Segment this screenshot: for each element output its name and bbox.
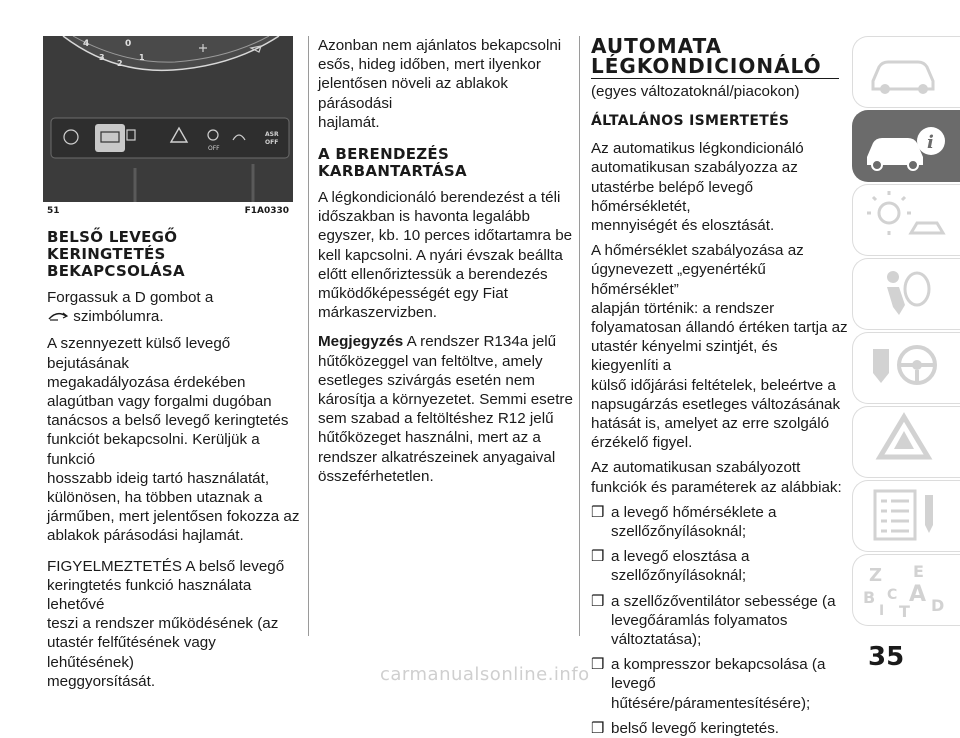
- text-line: hajlamát.: [318, 113, 380, 131]
- dial-number: 3: [99, 53, 105, 62]
- text-line: jelentősen növeli az ablakok párásodási: [318, 75, 508, 112]
- checkbox-bullet-icon: ❒: [591, 719, 605, 737]
- column-3: [591, 36, 849, 738]
- svg-text:i: i: [927, 132, 934, 153]
- text-line: Az automatikusan szabályozott: [591, 459, 801, 477]
- car-icon: [859, 41, 949, 103]
- heading-line: KARBANTARTÁSA: [318, 162, 467, 181]
- text-line: szellőzőnyílásoknál;: [611, 523, 747, 541]
- text-line: a szellőzőventilátor sebessége (a: [611, 592, 836, 610]
- text-line: levegő hűtésére/páramentesítésére);: [611, 675, 811, 712]
- text-line: alagútban vagy forgalmi dugóban: [47, 393, 272, 411]
- text-line: A hőmérséklet szabályozása az: [591, 242, 804, 260]
- text-line: tanácsos a belső levegő keringtetés: [47, 412, 289, 430]
- text-line: érzékelő figyel.: [591, 434, 693, 452]
- text-line: hűtőközeget használni, mert az a: [318, 429, 541, 447]
- steering-wheel-icon: [859, 337, 949, 399]
- text-line: hűtőközeggel van feltöltve, amely: [318, 352, 543, 370]
- text-line: úgynevezett „egyenértékű hőmérséklet”: [591, 261, 766, 298]
- list-item: [591, 719, 849, 738]
- chapter-title: [591, 36, 849, 76]
- text-line: funkciók és paraméterek az alábbiak:: [591, 478, 842, 496]
- column-divider: [308, 36, 309, 636]
- text-line: mennyiségét és elosztását.: [591, 217, 775, 235]
- index-letter: Z: [869, 565, 883, 586]
- index-letter: D: [931, 596, 945, 615]
- text-line: ablakok párásodási hajlamát.: [47, 527, 244, 545]
- emergency-triangle-icon: [859, 411, 949, 473]
- text-line: változtatása);: [611, 631, 702, 649]
- paragraph: [47, 288, 302, 326]
- checkbox-bullet-icon: ❒: [591, 592, 605, 610]
- sidebar-tab-maintenance[interactable]: [852, 480, 960, 552]
- text-line: a kompresszor bekapcsolása (a: [611, 656, 826, 674]
- column-divider: [579, 36, 580, 636]
- paragraph: [318, 36, 576, 132]
- checkbox-bullet-icon: ❒: [591, 548, 605, 566]
- text-line: külső időjárási feltételek, beleértve a: [591, 376, 836, 394]
- text-line: alapján történik: a rendszer: [591, 299, 775, 317]
- checkbox-bullet-icon: ❒: [591, 503, 605, 521]
- text-line: A szennyezett külső levegő bejutásának: [47, 335, 231, 372]
- text-line: hosszabb ideig tartó használatát,: [47, 469, 270, 487]
- text-line: esős, hideg időben, mert ilyenkor: [318, 56, 541, 74]
- section-heading-maintenance: [318, 146, 576, 180]
- figure-number: 51: [47, 206, 60, 216]
- dial-number: 2: [117, 59, 123, 68]
- text-line: esetleges szivárgás esetén nem: [318, 371, 535, 389]
- text-line: működőképességét egy Fiat: [318, 285, 508, 303]
- paragraph: [591, 241, 849, 452]
- control-panel-figure: [43, 36, 293, 202]
- list-item: [591, 592, 849, 650]
- text-line: megakadályozása érdekében: [47, 373, 246, 391]
- chapter-subtitle: (egyes változatoknál/piacokon): [591, 83, 800, 100]
- index-letter: A: [909, 582, 927, 607]
- text-line: folyamatosan állandó értéken tartja az: [591, 319, 848, 337]
- paragraph: [591, 139, 849, 235]
- paragraph: [47, 557, 302, 691]
- index-letter: C: [887, 587, 898, 603]
- dial-number: 4: [83, 39, 90, 49]
- index-letter: T: [899, 602, 910, 621]
- sidebar-tab-info[interactable]: [852, 110, 960, 182]
- checkbox-bullet-icon: ❒: [591, 656, 605, 674]
- section-heading-recirculation: [47, 229, 302, 280]
- text-line: járműben, mert jelentősen fokozza az: [47, 508, 300, 526]
- text-line: rendszer alkatrészeinek anyagaival: [318, 448, 556, 466]
- index-letter: I: [879, 603, 885, 619]
- sidebar-tab-index[interactable]: [852, 554, 960, 626]
- section-heading-general: ÁLTALÁNOS ISMERTETÉS: [591, 113, 790, 130]
- text-line: sem szabad a feltöltéshez R12 jelű: [318, 410, 554, 428]
- heading-line: BEKAPCSOLÁSA: [47, 262, 185, 280]
- control-panel-illustration: [43, 36, 293, 202]
- text-line: előtt ellenőriztessük a berendezés: [318, 265, 548, 283]
- paragraph: [591, 458, 849, 496]
- text-line: márkaszervizben.: [318, 304, 438, 322]
- text-line: funkciót bekapcsolni. Kerüljük a funkció: [47, 431, 260, 468]
- text-line: összeférhetetlen.: [318, 467, 434, 485]
- alphabetical-index-icon: [859, 559, 949, 621]
- watermark: carmanualsonline.info: [380, 664, 590, 685]
- text-line: levegőáramlás folyamatos: [611, 611, 788, 629]
- note-paragraph: [318, 332, 576, 486]
- sidebar-tab-safety[interactable]: [852, 258, 960, 330]
- sidebar-tab-car[interactable]: [852, 36, 960, 108]
- text-line: automatikusan szabályozza az: [591, 159, 798, 177]
- recirculation-icon: [47, 310, 69, 322]
- note-label: Megjegyzés: [318, 333, 404, 351]
- text-line: különösen, ha többen utaznak a: [47, 489, 263, 507]
- text-line: utastér felfűtésének vagy lehűtésének): [47, 634, 216, 671]
- heading-line: BELSŐ LEVEGŐ: [47, 228, 178, 246]
- text-line: időszakban is havonta legalább: [318, 208, 530, 226]
- list-item: [591, 503, 849, 541]
- page-number: 35: [868, 642, 905, 672]
- list-item: [591, 655, 849, 713]
- heading-line: A BERENDEZÉS: [318, 145, 450, 164]
- text-line: belső levegő keringtetés.: [611, 719, 780, 737]
- text-line: Azonban nem ajánlatos bekapcsolni: [318, 37, 562, 54]
- text-line: meggyorsítását.: [47, 672, 156, 690]
- text-line: hatását is, amelyet az erre szolgáló: [591, 415, 830, 433]
- column-2: [318, 36, 576, 486]
- figure-caption: [43, 204, 293, 218]
- panel-off-label: OFF: [208, 145, 220, 152]
- airbag-icon: [859, 263, 949, 325]
- text-line: szimbólumra.: [73, 308, 164, 326]
- panel-asr-off-label: OFF: [265, 139, 279, 146]
- text-line: szellőzőnyílásoknál;: [611, 567, 747, 585]
- title-line: AUTOMATA: [591, 34, 723, 58]
- text-line: FIGYELMEZTETÉS A belső levegő: [47, 557, 285, 575]
- text-line: egyszer, kb. 10 perces időtartamra be: [318, 227, 573, 245]
- figure-code: F1A0330: [244, 206, 289, 216]
- heading-line: KERINGTETÉS: [47, 245, 166, 263]
- sidebar-tab-driving[interactable]: [852, 332, 960, 404]
- column-1: [47, 229, 302, 691]
- text-line: keringtetés funkció használata lehetővé: [47, 576, 252, 614]
- text-line: a levegő elosztása a: [611, 548, 750, 566]
- text-line: Az automatikus légkondicionáló: [591, 140, 804, 158]
- car-info-icon: [859, 115, 949, 177]
- text-line: károsítja a környezetet. Semmi esetre: [318, 391, 573, 409]
- text-line: A rendszer R134a jelű: [403, 333, 557, 351]
- text-line: teszi a rendszer működésének (az: [47, 615, 279, 633]
- title-line: LÉGKONDICIONÁLÓ: [591, 54, 822, 78]
- text-line: Forgassuk a D gombot a: [47, 289, 214, 306]
- list-item: [591, 547, 849, 585]
- warning-lights-icon: [859, 189, 949, 251]
- index-letter: E: [913, 562, 924, 581]
- panel-asr-label: ASR: [265, 131, 279, 138]
- maintenance-icon: [859, 485, 949, 547]
- text-line: napsugárzás esetleges változásának: [591, 395, 841, 413]
- text-line: kell kapcsolni. A nyári évszak beállta: [318, 246, 563, 264]
- dial-number: 1: [139, 53, 145, 62]
- text-line: utastérbe belépő levegő hőmérsékletét,: [591, 178, 754, 215]
- text-line: a levegő hőmérséklete a: [611, 503, 777, 521]
- dial-number: 0: [125, 39, 132, 49]
- index-letter: B: [863, 588, 876, 607]
- sidebar-tab-emergency[interactable]: [852, 406, 960, 478]
- text-line: utastér kényelmi szintjét, és kiegyenlíti a: [591, 338, 778, 375]
- text-line: A légkondicionáló berendezést a téli: [318, 189, 561, 207]
- sidebar-tab-warning-lights[interactable]: [852, 184, 960, 256]
- paragraph: [318, 188, 576, 322]
- paragraph: [47, 334, 302, 545]
